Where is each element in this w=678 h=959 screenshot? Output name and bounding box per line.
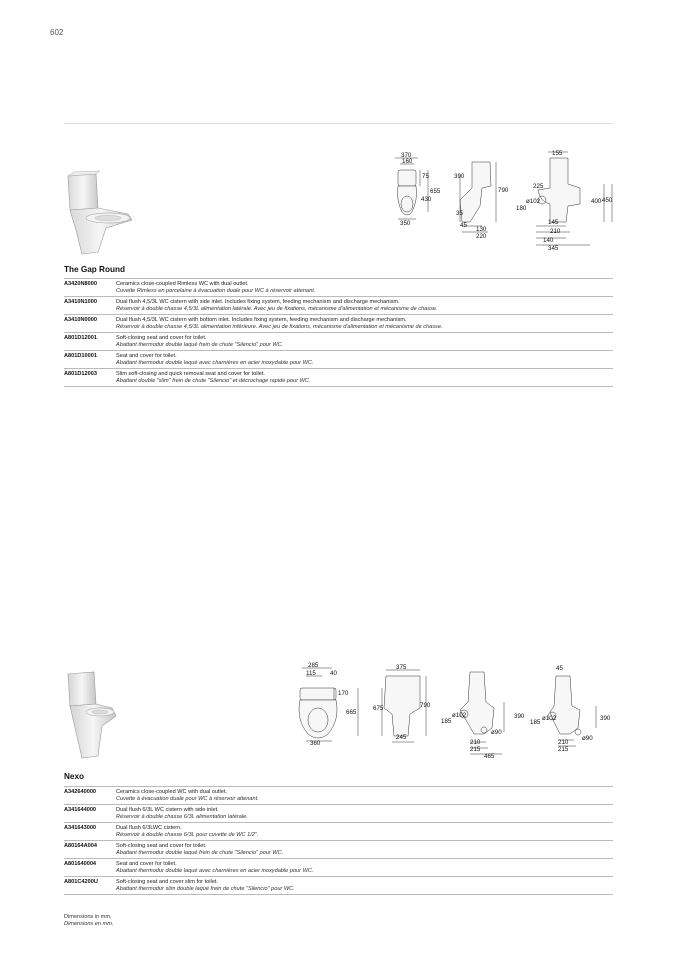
- nexo-spec-table: [64, 786, 613, 895]
- description-en: Dual flush 4,5/3L WC cistern with bottom inlet. Includes fixing system, feeding mechanism and discharge mechanism.: [116, 316, 407, 323]
- dim-label: 350: [400, 220, 411, 227]
- product-code: A3410N0000: [64, 315, 116, 333]
- dim-label: 220: [476, 233, 487, 240]
- dim-label: 225: [533, 183, 544, 190]
- dim-label: 390: [600, 715, 611, 722]
- nexo-toilet-photo: [62, 670, 122, 762]
- dim-label: 655: [430, 188, 441, 195]
- dim-label: 245: [396, 734, 407, 741]
- dim-label: 390: [514, 713, 525, 720]
- product-code: A801D12003: [64, 369, 116, 387]
- dim-label: 160: [402, 158, 413, 165]
- dim-label: 45: [556, 665, 563, 672]
- description-en: Soft-closing seat and cover for toilet.: [116, 334, 207, 341]
- dim-label: 35: [456, 210, 463, 217]
- description-fr: Abattant thermodur double laqué frein de chute "Silencio" pour WC.: [116, 849, 284, 856]
- description-en: Slim soft-closing and quick removal seat and cover for toilet.: [116, 370, 265, 377]
- product-code: A3410N1000: [64, 297, 116, 315]
- product-code: A341643000: [64, 823, 116, 841]
- dim-label: 170: [338, 690, 349, 697]
- section-title-nexo: Nexo: [64, 772, 85, 781]
- dim-label: 285: [308, 662, 319, 669]
- table-row: [64, 297, 613, 315]
- description-fr: Réservoir à double chasse 6/3L alimentation latérale.: [116, 813, 248, 820]
- table-row: [64, 351, 613, 369]
- dim-label: 390: [454, 173, 465, 180]
- product-code: A801D12001: [64, 333, 116, 351]
- table-row: [64, 859, 613, 877]
- dim-label: 140: [543, 237, 554, 244]
- description-fr: Abattant double "slim" frein de chute "Silencio" et décrochage rapide pour WC.: [116, 377, 311, 384]
- dimensions-footnote: [64, 914, 113, 928]
- dim-label: 210: [550, 228, 561, 235]
- product-code: A801C4200U: [64, 877, 116, 895]
- top-divider: [64, 123, 613, 124]
- gap-round-technical-drawing: [390, 148, 616, 256]
- table-row: [64, 787, 613, 805]
- table-row: [64, 805, 613, 823]
- dim-label: 210: [470, 739, 481, 746]
- description-en: Dual flush 6/3LWC cistern.: [116, 824, 182, 831]
- description-fr: Réservoir à double chasse 4,5/3L alimentation inférieure. Avec jeu de fixations, mécanisme d'alimentation et mécanisme de chasse.: [116, 323, 443, 330]
- description-fr: Abattant thermodur double laqué avec charnières en acier inoxydable pour WC.: [116, 867, 314, 874]
- table-row: [64, 369, 613, 387]
- dim-label: 155: [552, 150, 563, 157]
- nexo-technical-drawing: [288, 662, 616, 762]
- description-en: Ceramics close-coupled WC with dual outlet.: [116, 788, 227, 795]
- dim-label: 375: [396, 664, 407, 671]
- dim-label: 345: [548, 245, 559, 252]
- dim-label: 45: [460, 222, 467, 229]
- dim-label: ø90: [582, 735, 593, 742]
- gap-round-spec-table: [64, 278, 613, 387]
- dim-label: 790: [498, 187, 509, 194]
- dim-label: ø102: [526, 198, 541, 205]
- dim-label: 210: [558, 739, 569, 746]
- section-title-gap-round: The Gap Round: [64, 265, 125, 274]
- dim-label: ø90: [491, 729, 502, 736]
- description-en: Seat and cover for toilet.: [116, 352, 177, 359]
- description-en: Ceramics close-coupled Rimless WC with dual outlet.: [116, 280, 249, 287]
- description-fr: Cuvette à évacuation duale pour WC à réservoir attenant.: [116, 795, 259, 802]
- table-row: [64, 333, 613, 351]
- dim-label: 115: [306, 670, 316, 677]
- dim-label: 370: [401, 152, 412, 159]
- footnote-fr: Dimensions en mm.: [64, 921, 114, 927]
- table-row: [64, 841, 613, 859]
- dim-label: 75: [422, 173, 429, 180]
- dim-label: 465: [484, 753, 495, 760]
- description-fr: Abattant thermodur slim double laqué frein de chute "Silencio" pour WC.: [116, 885, 295, 892]
- product-code: A341644000: [64, 805, 116, 823]
- dim-label: 215: [558, 746, 569, 753]
- product-code: A3420N8000: [64, 279, 116, 297]
- description-fr: Cuvette Rimless en porcelaine à évacuation duale pour WC à réservoir attenant.: [116, 287, 316, 294]
- description-fr: Réservoir à double chasse 6/3L pour cuvette de WC 1/2".: [116, 831, 259, 838]
- table-row: [64, 823, 613, 841]
- dim-label: 40: [330, 670, 337, 677]
- description-en: Dual flush 4,5/3L WC cistern with side inlet. Includes fixing system, feeding mechanism and discharge mechanism.: [116, 298, 400, 305]
- dim-label: 790: [420, 702, 431, 709]
- description-fr: Abattant thermodur double laqué frein de chute "Silencio" pour WC.: [116, 341, 284, 348]
- dim-label: 130: [476, 226, 487, 233]
- dim-label: 430: [421, 196, 432, 203]
- dim-label: ø102: [542, 715, 557, 722]
- product-code: A80164A004: [64, 841, 116, 859]
- description-en: Soft-closing seat and cover for toilet.: [116, 842, 207, 849]
- dim-label: 185: [441, 718, 452, 725]
- dim-label: 400: [591, 198, 602, 205]
- table-row: [64, 279, 613, 297]
- product-code: A342640000: [64, 787, 116, 805]
- dim-label: 450: [602, 197, 613, 204]
- description-fr: Réservoir à double chasse 4,5/3L alimentation latérale. Avec jeu de fixations, mécanisme d'alimentation et mécanisme de chasse.: [116, 305, 438, 312]
- description-en: Dual flush 6/3L WC cistern with side inlet.: [116, 806, 219, 813]
- dim-label: 665: [346, 709, 357, 716]
- description-en: Soft-closing seat and cover slim for toilet.: [116, 878, 218, 885]
- description-fr: Abattant thermodur double laqué avec charnières en acier inoxydable pour WC.: [116, 359, 314, 366]
- product-code: A801D10001: [64, 351, 116, 369]
- table-row: [64, 315, 613, 333]
- dim-label: 145: [548, 219, 559, 226]
- description-en: Seat and cover for toilet.: [116, 860, 177, 867]
- dim-label: 360: [310, 740, 321, 747]
- dim-label: ø102: [452, 712, 467, 719]
- dim-label: 215: [470, 746, 481, 753]
- product-code: A801640004: [64, 859, 116, 877]
- table-row: [64, 877, 613, 895]
- dim-label: 185: [530, 719, 541, 726]
- dim-label: 180: [516, 205, 527, 212]
- dim-label: 675: [373, 705, 384, 712]
- footnote-en: Dimensions in mm.: [64, 914, 112, 920]
- page-number: 602: [50, 28, 64, 37]
- gap-round-toilet-photo: [62, 170, 140, 256]
